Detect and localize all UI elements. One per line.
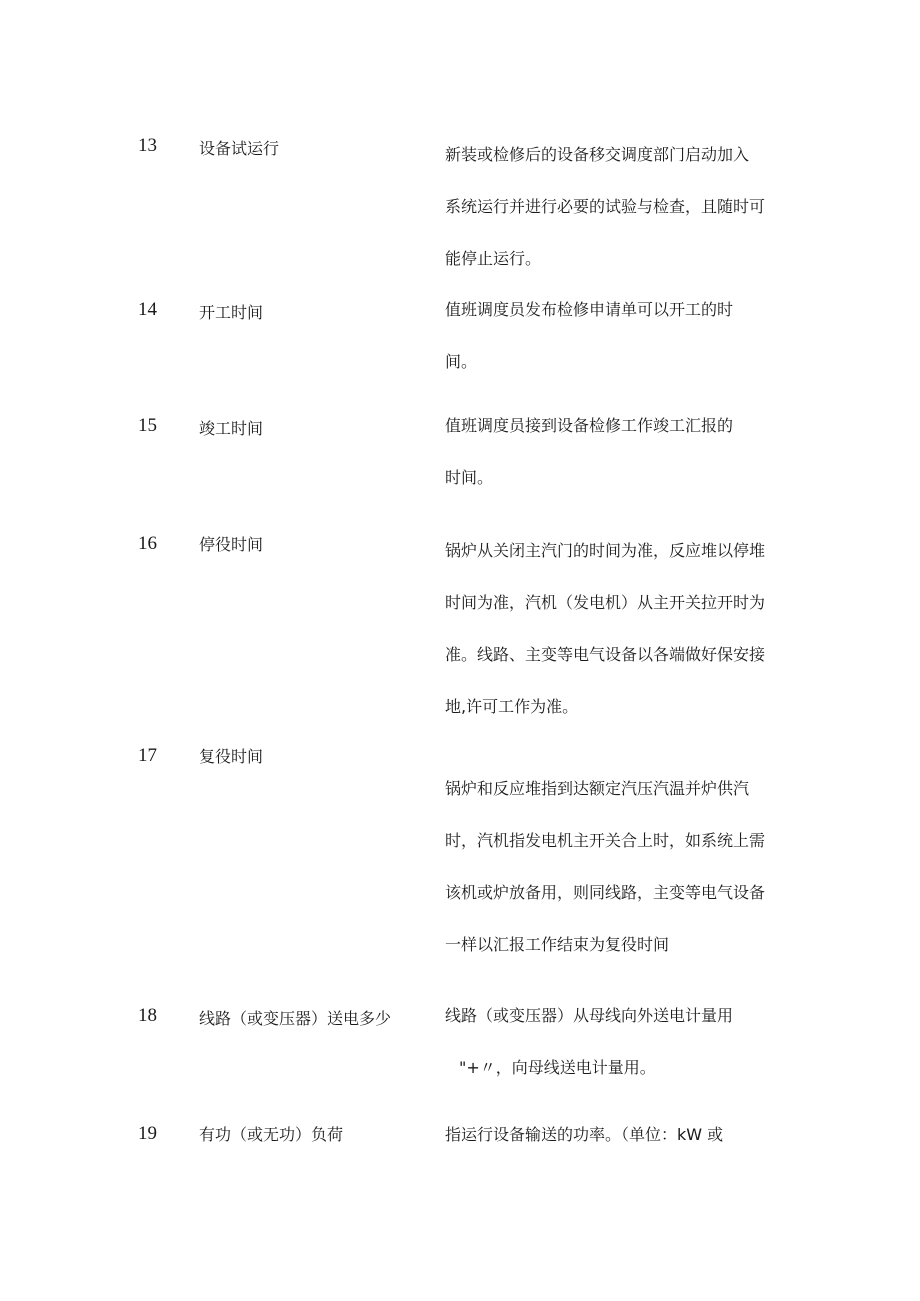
- description-line: 时间为准，汽机（发电机）从主开关拉开时为: [445, 593, 766, 612]
- entry-term: 停役时间: [199, 535, 264, 554]
- description-line: 地,许可工作为准。: [445, 697, 579, 716]
- description-line: 该机或炉放备用，则同线路，主变等电气设备: [445, 883, 766, 902]
- description-line: 指运行设备输送的功率。（单位：kW 或: [445, 1125, 724, 1144]
- entry-description: [445, 144, 790, 300]
- description-line: 锅炉和反应堆指到达额定汽压汽温并炉供汽: [445, 779, 750, 798]
- entry-number: 18: [138, 1005, 157, 1026]
- entry-term: 竣工时间: [199, 419, 264, 438]
- description-line: 间。: [445, 352, 478, 371]
- entry-description: [445, 540, 790, 748]
- entry-number: 16: [138, 533, 157, 554]
- entry-term: 复役时间: [199, 747, 264, 766]
- entry-description: [445, 1124, 790, 1176]
- entry-number: 15: [138, 415, 157, 436]
- entry-number: 13: [138, 135, 157, 156]
- description-line: 一样以汇报工作结束为复役时间: [445, 935, 670, 954]
- entry-number: 17: [138, 745, 157, 766]
- description-line: 值班调度员接到设备检修工作竣工汇报的: [445, 416, 734, 435]
- description-line: 值班调度员发布检修申请单可以开工的时: [445, 300, 734, 319]
- entry-term: 设备试运行: [199, 139, 280, 158]
- description-line: 准。线路、主变等电气设备以各端做好保安接: [445, 645, 766, 664]
- entry-term: 开工时间: [199, 303, 264, 322]
- description-line: "+〃，向母线送电计量用。: [459, 1058, 656, 1077]
- entry-term: 有功（或无功）负荷: [199, 1125, 344, 1144]
- entry-description: [445, 299, 790, 403]
- description-line: 时间。: [445, 468, 494, 487]
- entry-term: 线路（或变压器）送电多少: [199, 1009, 392, 1028]
- entry-number: 19: [138, 1123, 157, 1144]
- description-line: 锅炉从关闭主汽门的时间为准，反应堆以停堆: [445, 541, 766, 560]
- entry-description: [445, 1005, 790, 1109]
- entry-description: [445, 778, 790, 986]
- description-line: 时，汽机指发电机主开关合上时，如系统上需: [445, 831, 766, 850]
- description-line: 系统运行并进行必要的试验与检查，且随时可: [445, 197, 766, 216]
- description-line: 线路（或变压器）从母线向外送电计量用: [445, 1006, 734, 1025]
- entry-description: [445, 415, 790, 519]
- description-line: 能停止运行。: [445, 249, 542, 268]
- entry-number: 14: [138, 299, 157, 320]
- description-line: 新装或检修后的设备移交调度部门启动加入: [445, 145, 750, 164]
